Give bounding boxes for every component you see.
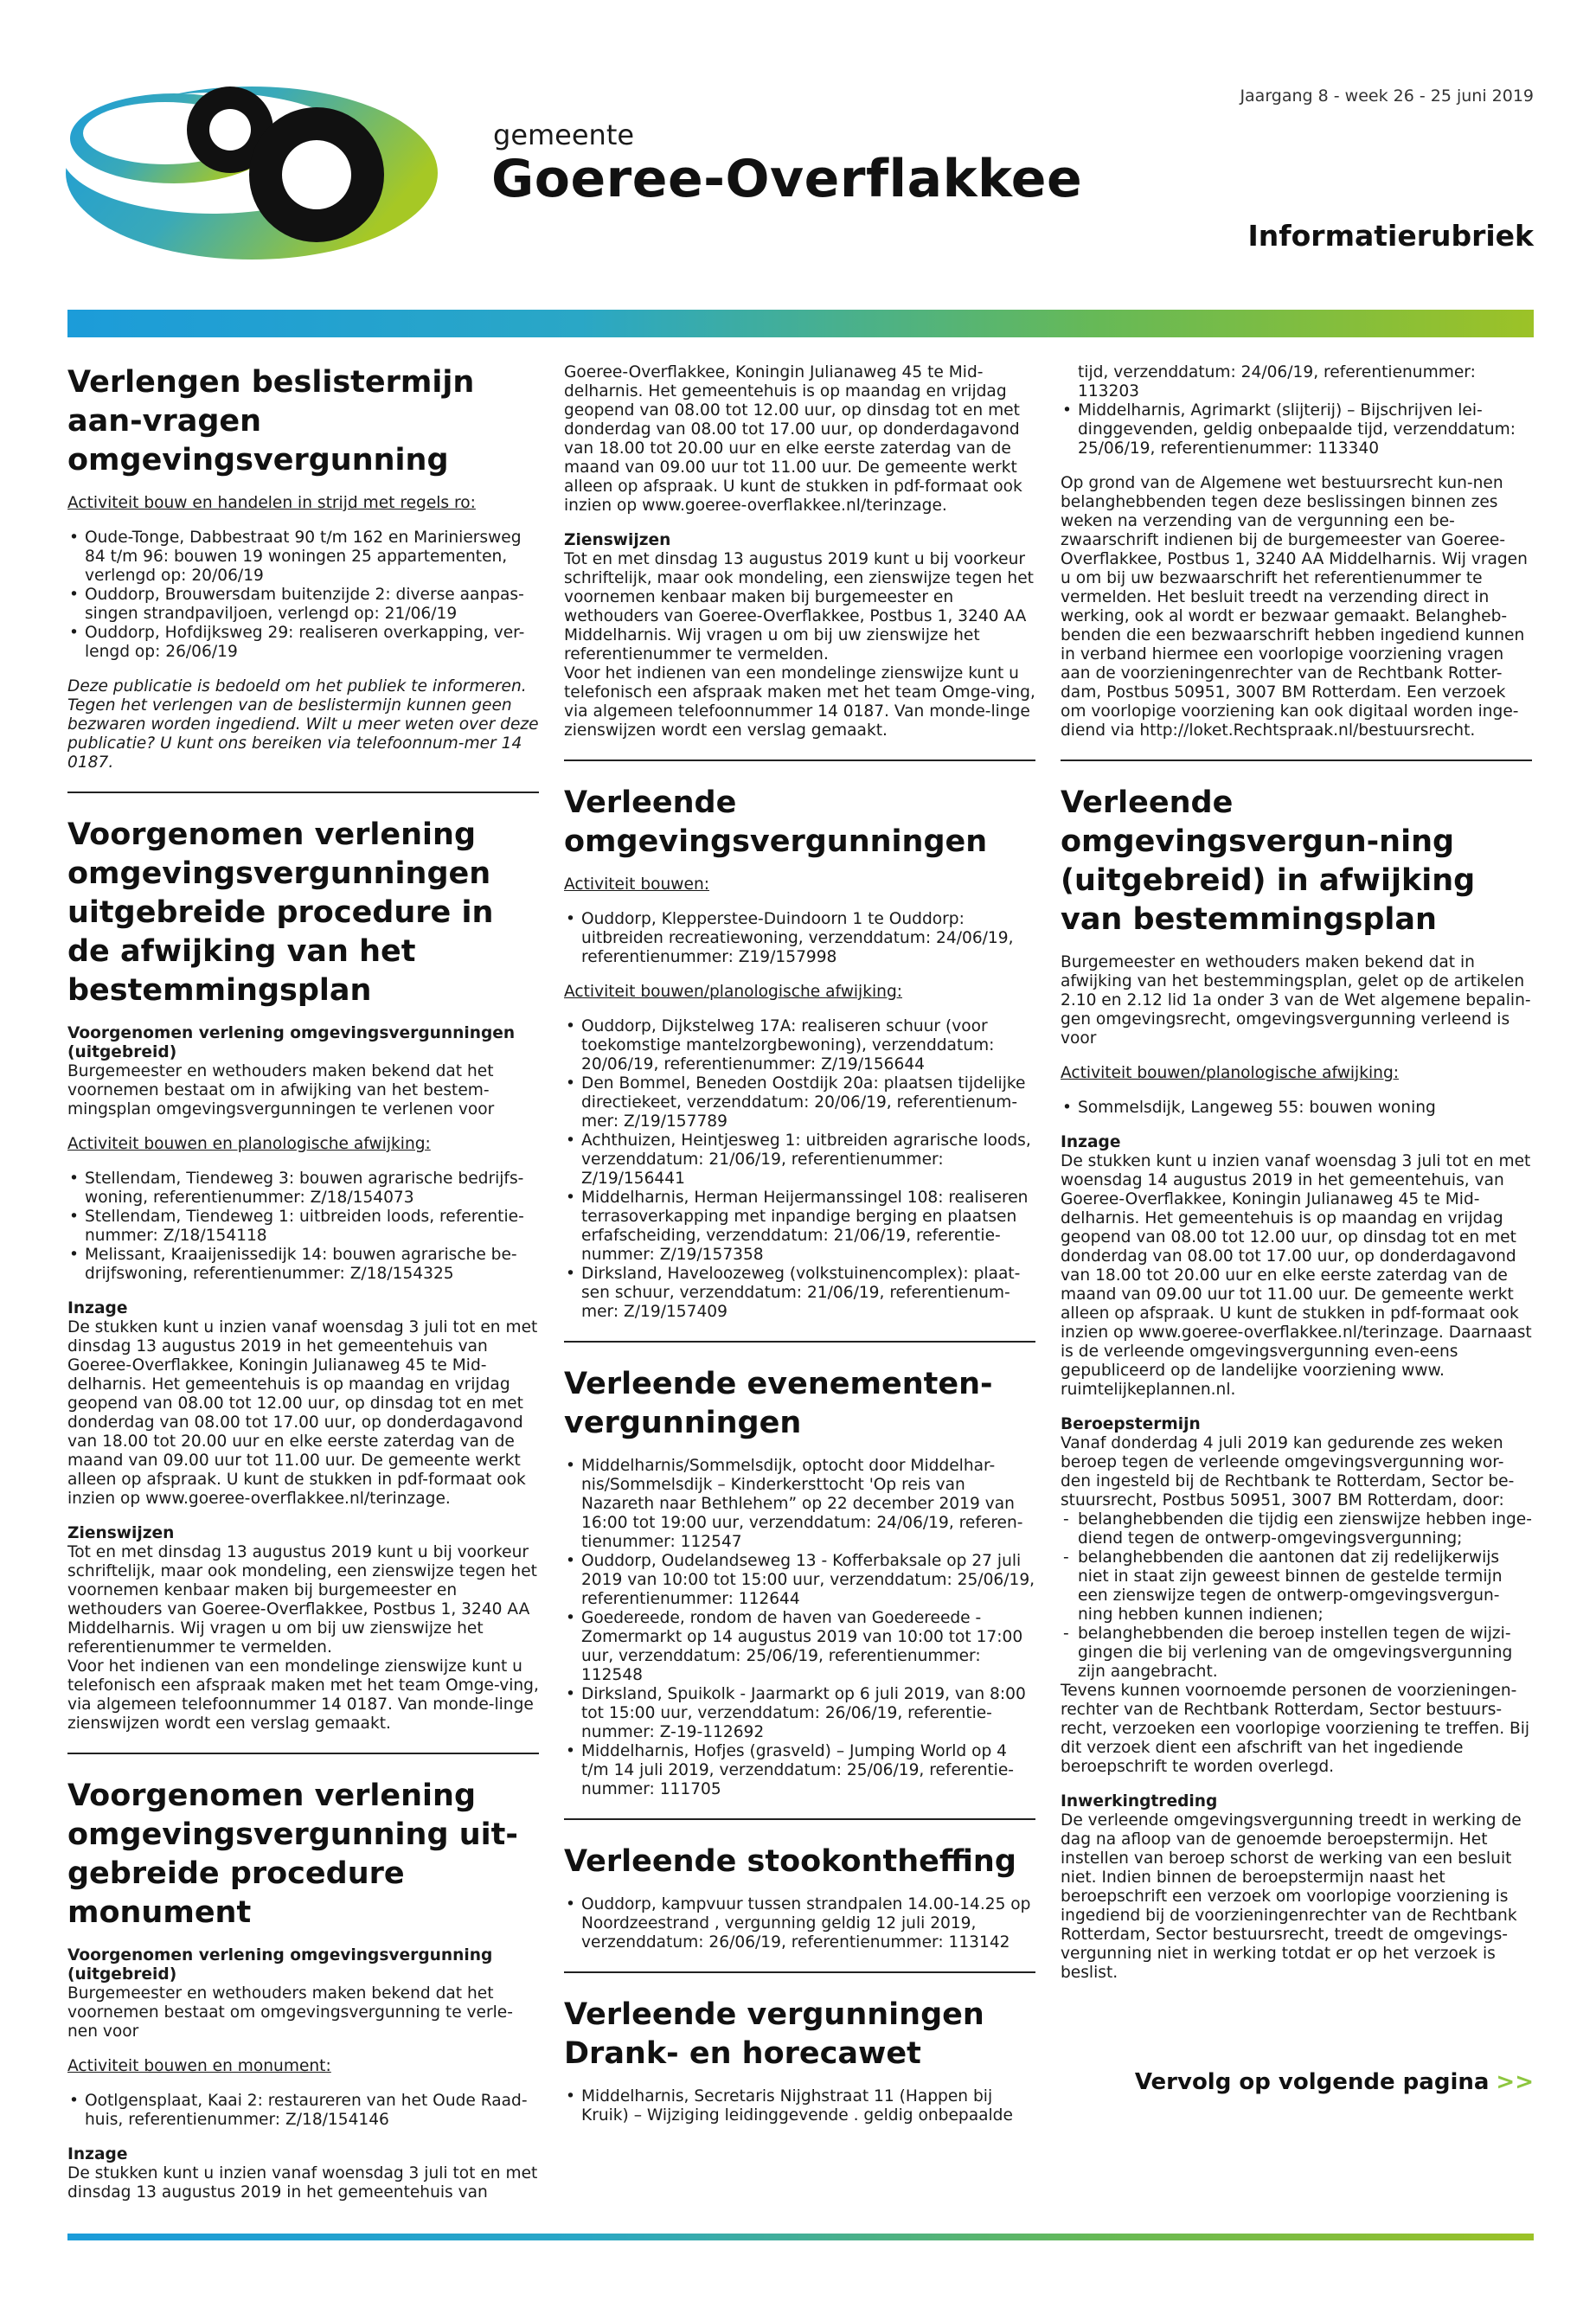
- divider: [564, 760, 1035, 761]
- permit-list: [564, 1457, 1035, 1799]
- body-text: Voor het indienen van een mondelinge zienswijze kunt u telefonisch een afspraak maken met het team Omge-ving, via algemeen telefoonnummer 14 0187. Van monde-linge zienswijzen wordt een verslag gemaakt.: [564, 664, 1035, 740]
- permit-list: [67, 1170, 539, 1284]
- continued-label: Vervolg op volgende pagina: [1134, 2069, 1490, 2095]
- municipality-label: gemeente: [493, 119, 635, 151]
- divider: [564, 1818, 1035, 1820]
- intro-text: Burgemeester en wethouders maken bekend dat in afwijking van het bestemmingsplan, gelet op de artikelen 2.10 en 2.12 lid 1a onder 3 van de Wet algemene bepalin-gen omgevingsrecht, omgevingsvergunning verleend is voor: [1061, 953, 1531, 1048]
- list-item: • Ootlgensplaat, Kaai 2: restaureren van het Oude Raad-huis, referentienummer: Z/18/154146: [67, 2092, 539, 2130]
- publication-note: Deze publicatie is bedoeld om het publiek te informeren. Tegen het verlengen van de beslistermijn kunnen geen bezwaren worden ingediend. Wilt u meer weten over deze publicatie? U kunt ons bereiken via telefoonnum-mer 14 0187.: [67, 677, 539, 772]
- body-text: De stukken kunt u inzien vanaf woensdag 3 juli tot en met woensdag 14 augustus 2019 in het gemeentehuis, van Goeree-Overflakkee, Koningin Julianaweg 45 te Mid-delharnis. Het gemeentehuis is op maandag en vrijdag geopend van 08.00 tot 12.00 uur, op dinsdag tot en met donderdag van 08.00 tot 17.00 uur, op donderdagavond van 18.00 tot 20.00 uur en elke eerste zaterdag van de maand van 09.00 uur tot 11.00 uur. De gemeente werkt alleen op afspraak. U kunt de stukken in pdf-formaat ook inzien op www.goeree-overflakkee.nl/terinzage. Daarnaast is de verleende omgevingsvergunning even-eens gepubliceerd op de landelijke voorziening www. ruimtelijkeplannen.nl.: [1061, 1152, 1532, 1399]
- subheading: Inwerkingtreding: [1061, 1792, 1218, 1811]
- permit-list: [564, 910, 1035, 967]
- rubric-title: Informatierubriek: [1247, 219, 1534, 253]
- municipality-name: Goeree-Overflakkee: [491, 149, 1083, 209]
- activity-label: Activiteit bouwen:: [564, 875, 709, 894]
- permit-list: [67, 2092, 539, 2130]
- section-title: Verleende omgevingsvergunningen: [564, 785, 988, 859]
- subheading: Beroepstermijn: [1061, 1415, 1201, 1433]
- intro-text: Burgemeester en wethouders maken bekend dat het voornemen bestaat om in afwijking van het bestem-mingsplan omgevingsvergunningen te verlenen voor: [67, 1062, 495, 1118]
- divider: [1061, 760, 1532, 761]
- subheading: Inzage: [67, 2145, 128, 2163]
- section-title: Verleende stookontheffing: [564, 1844, 1016, 1879]
- double-chevron-right-icon: >>: [1496, 2069, 1534, 2095]
- activity-label: Activiteit bouwen/planologische afwijking:: [1061, 1064, 1400, 1082]
- permit-list: [564, 2087, 1035, 2125]
- permit-list: [564, 1017, 1035, 1322]
- list-item: • Middelharnis, Secretaris Nijghstraat 11 (Happen bij Kruik) – Wijziging leidinggevende . geldig onbepaalde: [564, 2087, 1035, 2125]
- section-title: Verlengen beslistermijn aan-vragen omgevingsvergunning: [67, 365, 475, 478]
- subheading: Inzage: [67, 1299, 128, 1317]
- list-item: • Oude-Tonge, Dabbestraat 90 t/m 162 en Mariniersweg 84 t/m 96: bouwen 19 woningen 25 appartementen, verlengd op: 20/06/19: [67, 529, 539, 586]
- subheading: Zienswijzen: [67, 1524, 175, 1542]
- list-item: • Ouddorp, Hofdijksweg 29: realiseren overkapping, ver-lengd op: 26/06/19: [67, 624, 539, 662]
- list-item: • Dirksland, Haveloozeweg (volkstuinencomplex): plaat-sen schuur, verzenddatum: 21/06/19, referentienum-mer: Z/19/157409: [564, 1265, 1035, 1322]
- subheading: Voorgenomen verlening omgevingsvergunning (uitgebreid): [67, 1946, 493, 1984]
- column-3: [1061, 363, 1532, 1998]
- body-text: De verleende omgevingsvergunning treedt in werking de dag na afloop van de genoemde beroepstermijn. Het instellen van beroep schorst de werking van een besluit niet. Indien binnen de beroepstermijn naast het beroepschrift een verzoek om voorlopige voorziening is ingediend bij de voorzieningenrechter van de Rechtbank Rotterdam, Sector bestuursrecht, treedt de omgevings-vergunning niet in werking totdat er op het verzoek is beslist.: [1061, 1811, 1522, 1982]
- section-title: Voorgenomen verlening omgevingsvergunning uit-gebreide procedure monument: [67, 1779, 518, 1930]
- section-title: Verleende evenementen-vergunningen: [564, 1367, 993, 1440]
- list-item: • Middelharnis, Hofjes (grasveld) – Jumping World op 4 t/m 14 juli 2019, verzenddatum: 25/06/19, referentie-nummer: 111705: [564, 1742, 1035, 1799]
- body-text: De stukken kunt u inzien vanaf woensdag 3 juli tot en met dinsdag 13 augustus 2019 in het gemeentehuis van: [67, 2164, 538, 2202]
- list-item: • Ouddorp, Dijkstelweg 17A: realiseren schuur (voor toekomstige mantelzorgbewoning), verzenddatum: 20/06/19, referentienummer: Z/19/156644: [564, 1017, 1035, 1074]
- activity-label: Activiteit bouw en handelen in strijd met regels ro:: [67, 494, 476, 512]
- activity-label: Activiteit bouwen/planologische afwijking:: [564, 983, 903, 1001]
- subheading: Inzage: [1061, 1133, 1121, 1151]
- list-item: • Ouddorp, Brouwersdam buitenzijde 2: diverse aanpas-singen strandpaviljoen, verlengd op: 21/06/19: [67, 586, 539, 624]
- header-gradient-bar: [67, 310, 1534, 337]
- list-item: • Dirksland, Spuikolk - Jaarmarkt op 6 juli 2019, van 8:00 tot 15:00 uur, verzenddatum: 26/06/19, referentie-nummer: Z-19-112692: [564, 1685, 1035, 1742]
- list-item: • Achthuizen, Heintjesweg 1: uitbreiden agrarische loods, verzenddatum: 21/06/19, referentienummer: Z/19/156441: [564, 1131, 1035, 1189]
- section-title: Voorgenomen verlening omgevingsvergunningen uitgebreide procedure in de afwijking van het bestemmingsplan: [67, 817, 494, 1008]
- list-item: • Middelharnis/Sommelsdijk, optocht door Middelhar-nis/Sommelsdijk – Kinderkersttocht 'Op reis van Nazareth naar Bethlehem” op 22 december 2019 van 16:00 tot 19:00 uur, verzenddatum: 24/06/19, referen-tienummer: 112547: [564, 1457, 1035, 1552]
- body-text: Voor het indienen van een mondelinge zienswijze kunt u telefonisch een afspraak maken met het team Omge-ving, via algemeen telefoonnummer 14 0187. Van monde-linge zienswijzen wordt een verslag gemaakt.: [67, 1657, 539, 1733]
- footer-gradient-bar: [67, 2234, 1534, 2240]
- list-item: - belanghebbenden die beroep instellen tegen de wijzi-gingen die bij verlening van de omgevingsvergunning zijn aangebracht.: [1061, 1625, 1532, 1682]
- subheading: Zienswijzen: [564, 531, 671, 549]
- permit-list: [67, 529, 539, 662]
- divider: [564, 1971, 1035, 1973]
- permit-list: [1061, 1099, 1532, 1118]
- divider: [67, 792, 539, 793]
- list-item: • Middelharnis, Herman Heijermanssingel 108: realiseren terrasoverkapping met inpandige berging en plaatsen erfafscheiding, verzenddatum: 21/06/19, referentie-nummer: Z/19/157358: [564, 1189, 1035, 1265]
- list-item-text: tijd, verzenddatum: 24/06/19, referentienummer: 113203: [1078, 363, 1476, 401]
- list-item: • Den Bommel, Beneden Oostdijk 20a: plaatsen tijdelijke directiekeet, verzenddatum: 20/06/19, referentienum-mer: Z/19/157789: [564, 1074, 1035, 1131]
- list-item: • Ouddorp, Klepperstee-Duindoorn 1 te Ouddorp: uitbreiden recreatiewoning, verzenddatum: 24/06/19, referentienummer: Z19/157998: [564, 910, 1035, 967]
- divider: [67, 1753, 539, 1754]
- list-item: - belanghebbenden die tijdig een zienswijze hebben inge-diend tegen de ontwerp-omgevingsvergunning;: [1061, 1510, 1532, 1548]
- section-title: Verleende omgevingsvergun-ning (uitgebreid) in afwijking van bestemmingsplan: [1061, 785, 1476, 937]
- permit-list: [1061, 363, 1532, 458]
- list-item: • Sommelsdijk, Langeweg 55: bouwen woning: [1061, 1099, 1532, 1118]
- column-2: [564, 363, 1035, 2141]
- list-item: - belanghebbenden die aantonen dat zij redelijkerwijs niet in staat zijn geweest binnen de gestelde termijn een zienswijze tegen de ontwerp-omgevingsvergun-ning hebben kunnen indienen;: [1061, 1548, 1532, 1625]
- body-text: Tot en met dinsdag 13 augustus 2019 kunt u bij voorkeur schriftelijk, maar ook mondeling, een zienswijze tegen het voornemen kenbaar maken bij burgemeester en wethouders van Goeree-Overflakkee, Postbus 1, 3240 AA Middelharnis. Wij vragen u om bij uw zienswijze het referentienummer te vermelden.: [67, 1543, 537, 1657]
- municipality-logo: [66, 71, 446, 270]
- body-text: Vanaf donderdag 4 juli 2019 kan gedurende zes weken beroep tegen de verleende omgevingsvergunning wor-den ingesteld bij de Rechtbank te Rotterdam, Sector be-stuursrecht, Postbus 50951, 3007 BM Rotterdam, door:: [1061, 1434, 1515, 1509]
- list-item: • Melissant, Kraaijenissedijk 14: bouwen agrarische be-drijfswoning, referentienummer: Z/18/154325: [67, 1246, 539, 1284]
- list-item: • Stellendam, Tiendeweg 3: bouwen agrarische bedrijfs-woning, referentienummer: Z/18/154073: [67, 1170, 539, 1208]
- continued-next-page: [1135, 2069, 1534, 2095]
- body-text: Op grond van de Algemene wet bestuursrecht kun-nen belanghebbenden tegen deze beslissingen binnen zes weken na verzending van de vergunning een be-zwaarschrift indienen bij de burgemeester van Goeree-Overflakkee, Postbus 1, 3240 AA Middelharnis. Wij vragen u om bij uw bezwaarschrift het referentienummer te vermelden. Het besluit treedt na verzending direct in werking, ook al wordt er bezwaar gemaakt. Belangheb-benden die een bezwaarschrift hebben ingediend kunnen in verband hiermee een voorlopige voorziening vragen aan de voorzieningenrechter van de Rechtbank Rotter-dam, Postbus 50951, 3007 BM Rotterdam. Een verzoek om voorlopige voorziening kan ook digitaal worden inge-diend via http://loket.Rechtspraak.nl/bestuursrecht.: [1061, 474, 1528, 740]
- body-text: Goeree-Overflakkee, Koningin Julianaweg 45 te Mid-delharnis. Het gemeentehuis is op maandag en vrijdag geopend van 08.00 tot 12.00 uur, op dinsdag tot en met donderdag van 08.00 tot 17.00 uur, op donderdagavond van 18.00 tot 20.00 uur en elke eerste zaterdag van de maand van 09.00 uur tot 11.00 uur. De gemeente werkt alleen op afspraak. U kunt de stukken in pdf-formaat ook inzien op www.goeree-overflakkee.nl/terinzage.: [564, 363, 1022, 515]
- divider: [564, 1341, 1035, 1343]
- list-item: • Stellendam, Tiendeweg 1: uitbreiden loods, referentie-nummer: Z/18/154118: [67, 1208, 539, 1246]
- permit-list: [564, 1895, 1035, 1952]
- list-item: • Ouddorp, Oudelandseweg 13 - Kofferbaksale op 27 juli 2019 van 10:00 tot 15:00 uur, verzenddatum: 25/06/19, referentienummer: 112644: [564, 1552, 1035, 1609]
- body-text: De stukken kunt u inzien vanaf woensdag 3 juli tot en met dinsdag 13 augustus 2019 in het gemeentehuis van Goeree-Overflakkee, Koningin Julianaweg 45 te Mid-delharnis. Het gemeentehuis is op maandag en vrijdag geopend van 08.00 tot 12.00 uur, op dinsdag tot en met donderdag van 08.00 tot 17.00 uur, op donderdagavond van 18.00 tot 20.00 uur en elke eerste zaterdag van de maand van 09.00 uur tot 11.00 uur. De gemeente werkt alleen op afspraak. U kunt de stukken in pdf-formaat ook inzien op www.goeree-overflakkee.nl/terinzage.: [67, 1318, 538, 1508]
- appeal-list: [1061, 1510, 1532, 1682]
- intro-text: Burgemeester en wethouders maken bekend dat het voornemen bestaat om omgevingsvergunning te verle-nen voor: [67, 1984, 513, 2041]
- list-item-continued: [1061, 363, 1532, 401]
- list-item: • Ouddorp, kampvuur tussen strandpalen 14.00-14.25 op Noordzeestrand , vergunning geldig 12 juli 2019, verzenddatum: 26/06/19, referentienummer: 113142: [564, 1895, 1035, 1952]
- list-item: • Goedereede, rondom de haven van Goedereede - Zomermarkt op 14 augustus 2019 van 10:00 tot 17:00 uur, verzenddatum: 25/06/19, referentienummer: 112548: [564, 1609, 1035, 1685]
- list-item: • Middelharnis, Agrimarkt (slijterij) – Bijschrijven lei-dinggevenden, geldig onbepaalde tijd, verzenddatum: 25/06/19, referentienummer: 113340: [1061, 401, 1532, 458]
- section-title: Verleende vergunningen Drank- en horecawet: [564, 1997, 984, 2071]
- column-1: [67, 363, 539, 2218]
- subheading: Voorgenomen verlening omgevingsvergunningen (uitgebreid): [67, 1024, 516, 1061]
- activity-label: Activiteit bouwen en monument:: [67, 2057, 331, 2075]
- body-text: Tevens kunnen voornoemde personen de voorzieningen-rechter van de Rechtbank Rotterdam, Sector bestuurs-recht, verzoeken een voorlopige voorziening te treffen. Bij dit verzoek dient een afschrift van het ingediende beroepschrift te worden overlegd.: [1061, 1682, 1530, 1776]
- body-text: Tot en met dinsdag 13 augustus 2019 kunt u bij voorkeur schriftelijk, maar ook mondeling, een zienswijze tegen het voornemen kenbaar maken bij burgemeester en wethouders van Goeree-Overflakkee, Postbus 1, 3240 AA Middelharnis. Wij vragen u om bij uw zienswijze het referentienummer te vermelden.: [564, 550, 1034, 663]
- issue-info: Jaargang 8 - week 26 - 25 juni 2019: [1240, 87, 1534, 106]
- activity-label: Activiteit bouwen en planologische afwijking:: [67, 1135, 431, 1153]
